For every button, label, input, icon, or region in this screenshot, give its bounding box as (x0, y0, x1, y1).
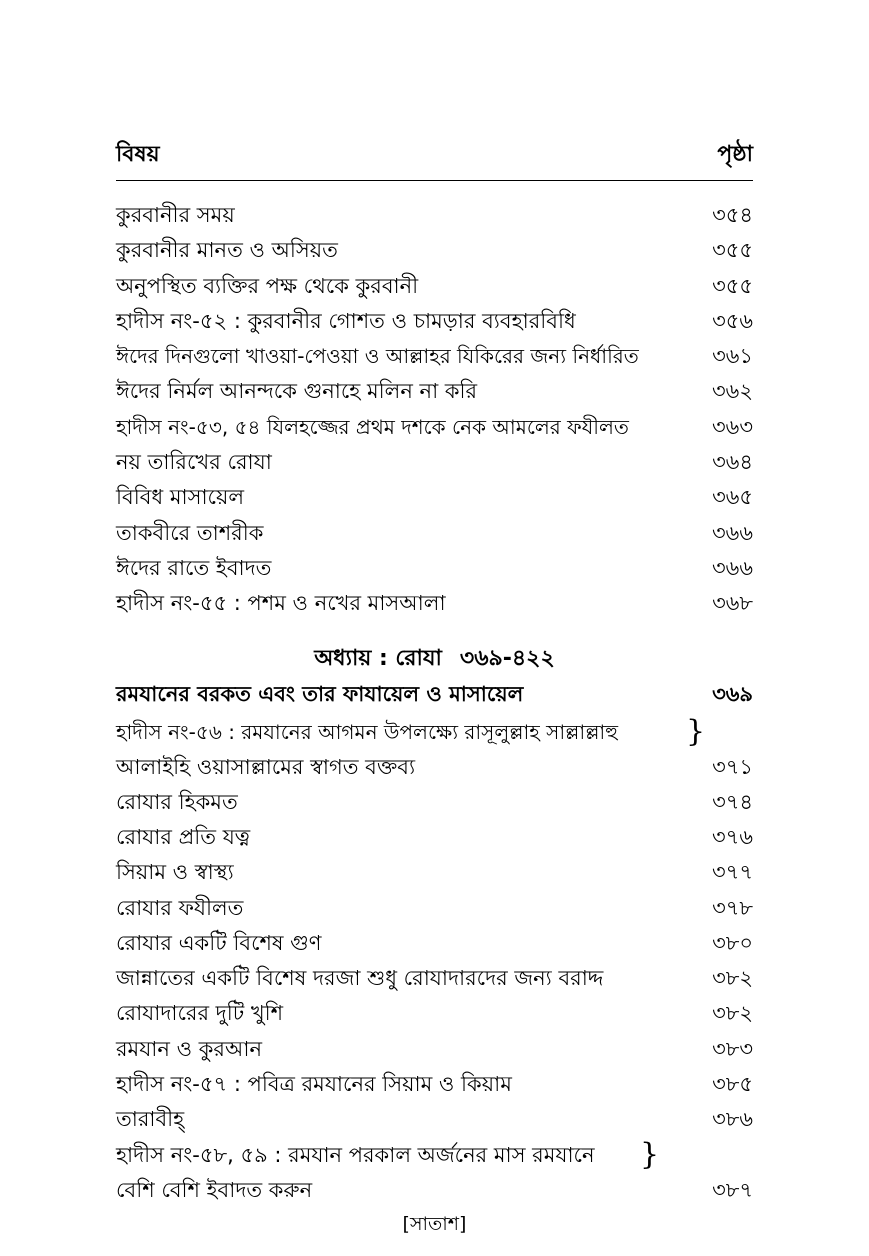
toc-row (116, 927, 753, 959)
toc-entry-title: হাদীস নং-৫৩, ৫৪ যিলহজ্জের প্রথম দশকে নেক আমলের ফযীলত (116, 415, 629, 439)
page-number-footer: [সাতাশ] (402, 1213, 467, 1235)
toc-entry-title: নয় তারিখের রোযা (116, 450, 272, 474)
toc-entry-title: তারাবীহ্ (116, 1107, 185, 1131)
brace-glyph: } (640, 1137, 660, 1172)
toc-entry-title: হাদীস নং-৫৬ : রমযানের আগমন উপলক্ষ্যে রাসূলুল্লাহ সাল্লাল্লাহু (116, 720, 618, 744)
chapter-heading (0, 643, 869, 675)
section-row (116, 678, 753, 710)
section-page: ৩৬৯ (712, 682, 753, 706)
toc-entry-page: ৩৮৩ (712, 1037, 753, 1061)
toc-entry-page: ৩৭৭ (712, 860, 753, 884)
toc-entry-page: ৩৭৬ (712, 825, 753, 849)
toc-entry-title: হাদীস নং-৫৮, ৫৯ : রমযান পরকাল অর্জনের মাস রমযানে (116, 1143, 595, 1167)
toc-entry-title: বেশি বেশি ইবাদত করুন (116, 1178, 313, 1202)
toc-row (116, 411, 753, 443)
toc-entry-title: ঈদের দিনগুলো খাওয়া-পেওয়া ও আল্লাহর যিকিরের জন্য নির্ধারিত (116, 344, 639, 368)
toc-row-split-line1 (116, 716, 753, 748)
toc-entry-page: ৩৭৪ (712, 790, 753, 814)
toc-row (116, 446, 753, 478)
toc-entry-title: অনুপস্থিত ব্যক্তির পক্ষ থেকে কুরবানী (116, 274, 419, 298)
toc-entry-page: ৩৬৩ (712, 415, 753, 439)
toc-row (116, 481, 753, 513)
toc-entry-page: ৩৬৮ (712, 591, 753, 615)
toc-entry-page: ৩৮৫ (712, 1072, 753, 1096)
toc-row (116, 786, 753, 818)
toc-row (116, 1068, 753, 1100)
toc-row (116, 587, 753, 619)
toc-entry-title: রোযার ফযীলত (116, 896, 244, 920)
toc-entry-title: রমযান ও কুরআন (116, 1037, 263, 1061)
header-subject-label: বিষয় (116, 142, 160, 167)
toc-entry-page: ৩৫৪ (712, 203, 753, 227)
toc-entry-title: হাদীস নং-৫৫ : পশম ও নখের মাসআলা (116, 591, 446, 615)
toc-entry-page: ৩৫৫ (712, 238, 753, 262)
toc-header (116, 140, 753, 178)
chapter-page-range: ৩৬৯-৪২২ (459, 646, 555, 671)
toc-entry-page: ৩৬৬ (712, 521, 753, 545)
brace-glyph: } (686, 714, 706, 749)
toc-entry-title: তাকবীরে তাশরীক (116, 521, 264, 545)
toc-row (116, 340, 753, 372)
toc-row (116, 1033, 753, 1065)
toc-entry-page: ৩৬৫ (712, 485, 753, 509)
toc-entry-title: ঈদের রাতে ইবাদত (116, 556, 272, 580)
toc-entry-page: ৩৬১ (712, 344, 753, 368)
toc-row (116, 199, 753, 231)
toc-entry-title: কুরবানীর সময় (116, 203, 235, 227)
toc-entry-title: রোযার প্রতি যত্ন (116, 825, 251, 849)
toc-row (116, 305, 753, 337)
toc-entry-title: রোযার হিকমত (116, 790, 238, 814)
toc-entry-page: ৩৫৫ (712, 274, 753, 298)
toc-row-split-line2 (116, 1174, 753, 1206)
toc-entry-page: ৩৭৮ (712, 896, 753, 920)
toc-row (116, 1103, 753, 1135)
header-divider (116, 180, 753, 181)
toc-entry-page: ৩৮৬ (712, 1107, 753, 1131)
toc-entry-page: ৩৬৬ (712, 556, 753, 580)
toc-entry-page: ৩৮২ (712, 1001, 753, 1025)
toc-entry-title: আলাইহি ওয়াসাল্লামের স্বাগত বক্তব্য (116, 755, 416, 779)
toc-row (116, 962, 753, 994)
toc-entry-title: হাদীস নং-৫২ : কুরবানীর গোশত ও চামড়ার ব্যবহারবিধি (116, 309, 576, 333)
toc-entry-page: ৩৬২ (712, 379, 753, 403)
toc-entry-title: কুরবানীর মানত ও অসিয়ত (116, 238, 338, 262)
toc-entry-title: সিয়াম ও স্বাস্থ্য (116, 860, 234, 884)
toc-entry-page: ৩৬৪ (712, 450, 753, 474)
toc-row (116, 552, 753, 584)
toc-entry-title: হাদীস নং-৫৭ : পবিত্র রমযানের সিয়াম ও কিয়াম (116, 1072, 512, 1096)
toc-row (116, 517, 753, 549)
header-page-label: পৃষ্ঠা (717, 142, 753, 167)
toc-entry-title: রোযার একটি বিশেষ গুণ (116, 931, 322, 955)
toc-row (116, 270, 753, 302)
chapter-label: অধ্যায় : রোযা (314, 646, 442, 671)
toc-entry-page: ৩৫৬ (712, 309, 753, 333)
toc-entry-title: রোযাদারের দুটি খুশি (116, 1001, 284, 1025)
toc-entry-title: ঈদের নির্মল আনন্দকে গুনাহে মলিন না করি (116, 379, 478, 403)
toc-entry-page: ৩৮২ (712, 966, 753, 990)
toc-row (116, 892, 753, 924)
toc-row (116, 375, 753, 407)
toc-entry-title: বিবিধ মাসায়েল (116, 485, 245, 509)
toc-row-split-line2 (116, 751, 753, 783)
section-title: রমযানের বরকত এবং তার ফাযায়েল ও মাসায়েল (116, 682, 524, 706)
toc-entry-title: জান্নাতের একটি বিশেষ দরজা শুধু রোযাদারদের জন্য বরাদ্দ (116, 966, 604, 990)
toc-entry-page: ৩৮০ (712, 931, 753, 955)
toc-entry-page: ৩৭১ (712, 755, 753, 779)
toc-entry-page: ৩৮৭ (712, 1178, 753, 1202)
toc-row (116, 234, 753, 266)
toc-row (116, 821, 753, 853)
toc-row (116, 856, 753, 888)
toc-row (116, 997, 753, 1029)
